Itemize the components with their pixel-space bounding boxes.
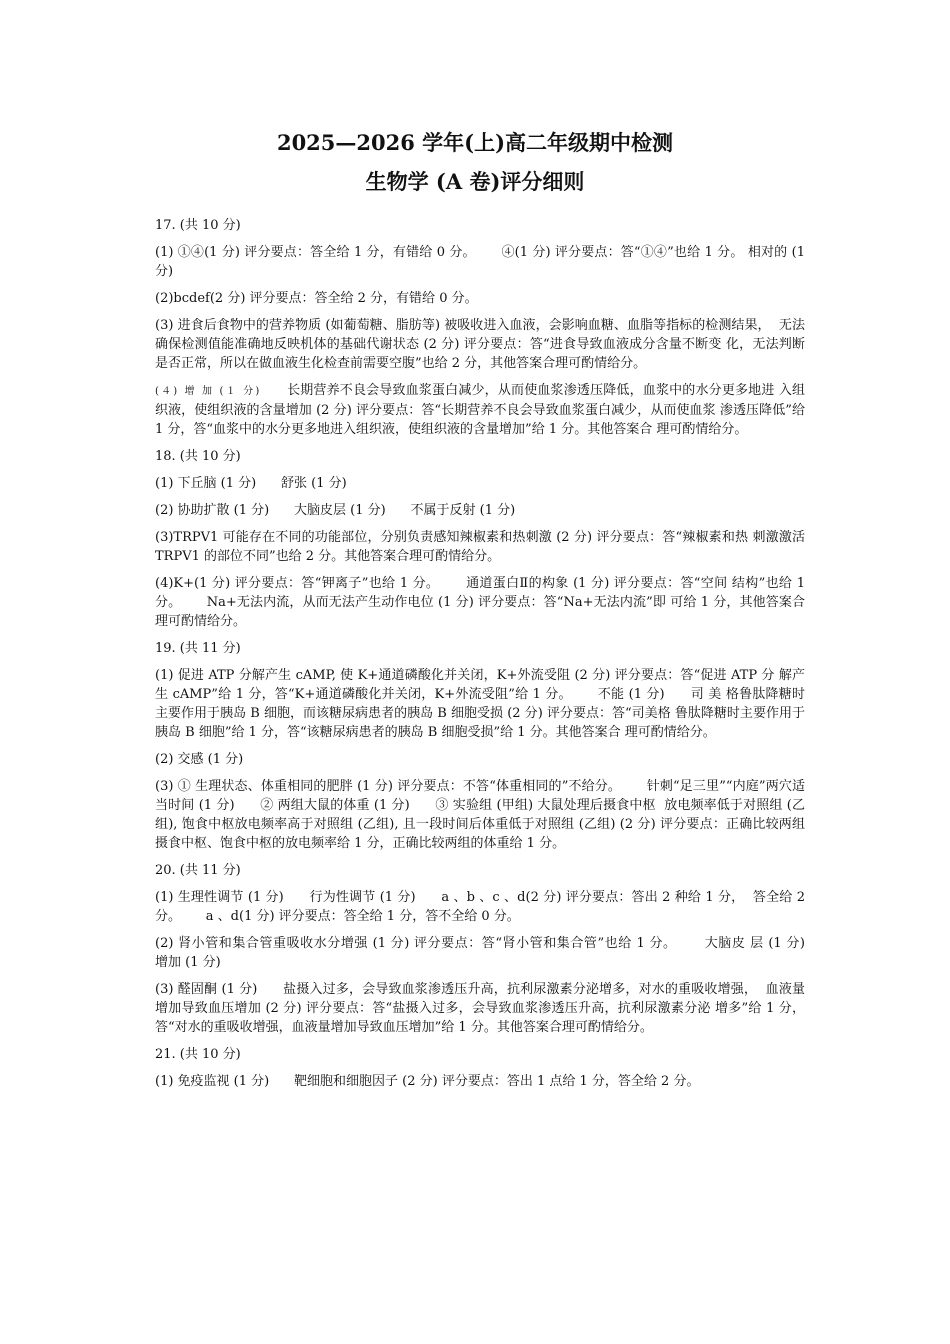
q17-part2: (2)bcdef(2 分) 评分要点：答全给 2 分，有错给 0 分。 xyxy=(155,291,478,306)
question-17-heading: 17. (共 10 分) xyxy=(155,218,241,233)
q18-part3: (3)TRPV1 可能存在不同的功能部位，分别负责感知辣椒素和热刺激 (2 分) 评分要点：答“辣椒素和热 刺激激活 TRPV1 的部位不同”也给 2 分。其他答案合理可酌情给分。 xyxy=(155,530,810,564)
q18-part2: (2) 协助扩散 (1 分) 大脑皮层 (1 分) 不属于反射 (1 分) xyxy=(155,503,516,518)
q18-part4: (4)K+(1 分) 评分要点：答“钾离子”也给 1 分。 通道蛋白Ⅱ的构象 (1 分) 评分要点：答“空间 结构”也给 1 分。 Na+无法内流，从而无法产生动作电位 (1 分) 评分要点：答“Na+无法内流”即 可给 1 分，其他答案合理可酌情给分。 xyxy=(155,576,810,629)
question-21-heading: 21. (共 10 分) xyxy=(155,1047,241,1062)
q19-part3: (3) ① 生理状态、体重相同的肥胖 (1 分) 评分要点：不答“体重相同的”不给分。 针刺“足三里”“内庭”两穴适当时间 (1 分) ② 两组大鼠的体重 (1 分) ③ 实验组 (甲组) 大鼠处理后摄食中枢 放电频率低于对照组 (乙组), 饱食中枢放电频率高于对照组 (乙组), 且一段时间后体重低于对照组 (乙组) (2 分) 评分要点：正确比较两组摄食中枢、饱食中枢的放电频率给 1 分，正确比较两组的体重给 1 分。 xyxy=(155,779,805,851)
q18-part1: (1) 下丘脑 (1 分) 舒张 (1 分) xyxy=(155,476,347,491)
question-20-heading: 20. (共 11 分) xyxy=(155,863,241,878)
q17-part4-label: (４) 增 加 (１ 分) xyxy=(155,386,262,397)
q17-part3: (3) 进食后食物中的营养物质 (如葡萄糖、脂肪等) 被吸收进入血液，会影响血糖、血脂等指标的检测结果， 无法确保检测值能准确地反映机体的基础代谢状态 (2 分) 评分要点：答“进食导致血液成分含量不断变 化，无法判断是否正常，所以在做血液生化检查前需要空腹”也给 2 分，其他答案合理可酌情给分。 xyxy=(155,318,805,371)
document-subtitle: 生物学 (A 卷)评分细则 xyxy=(365,169,585,194)
question-18-heading: 18. (共 10 分) xyxy=(155,449,241,464)
q19-part1: (1) 促进 ATP 分解产生 cAMP, 使 K+通道磷酸化并关闭，K+外流受阻 (2 分) 评分要点：答“促进 ATP 分 解产生 cAMP”给 1 分，答“K+通道磷酸化并关闭，K+外流受阻”给 1 分。 不能 (1 分) 司 美 格鲁肽降糖时主要作用于胰岛 B 细胞，而该糖尿病患者的胰岛 B 细胞受损 (2 分) 评分要点：答“司美格 鲁肽降糖时主要作用于胰岛 B 细胞”给 1 分，答“该糖尿病患者的胰岛 B 细胞受损”给 1 分。其他答案合 理可酌情给分。 xyxy=(155,668,805,740)
q20-part1: (1) 生理性调节 (1 分) 行为性调节 (1 分) a 、b 、c 、d(2 分) 评分要点：答出 2 种给 1 分， 答全给 2 分。 a 、d(1 分) 评分要点：答全给 1 分，答不全给 0 分。 xyxy=(155,890,810,924)
q20-part2: (2) 肾小管和集合管重吸收水分增强 (1 分) 评分要点：答“肾小管和集合管”也给 1 分。 大脑皮 层 (1 分) 增加 (1 分) xyxy=(155,936,830,970)
question-19-heading: 19. (共 11 分) xyxy=(155,641,241,656)
document-title: 2025—2026 学年(上)高二年级期中检测 xyxy=(276,130,674,155)
q21-part1: (1) 免疫监视 (1 分) 靶细胞和细胞因子 (2 分) 评分要点：答出 1 点给 1 分，答全给 2 分。 xyxy=(155,1074,700,1089)
q19-part2: (2) 交感 (1 分) xyxy=(155,752,244,767)
q20-part3: (3) 醛固酮 (1 分) 盐摄入过多，会导致血浆渗透压升高，抗利尿激素分泌增多，对水的重吸收增强， 血液量增加导致血压增加 (2 分) 评分要点：答“盐摄入过多，会导致血浆渗透压升高，抗利尿激素分泌 增多”给 1 分，答“对水的重吸收增强，血液量增加导致血压增加”给 1 分。其他答案合理可酌情给分。 xyxy=(155,982,805,1035)
q17-part4 xyxy=(155,381,810,439)
q17-part1: (1) ①④(1 分) 评分要点：答全给 1 分，有错给 0 分。 ④(1 分) 评分要点：答“①④”也给 1 分。 相对的 (1 分) xyxy=(155,245,810,279)
q17-part4-text: 长期营养不良会导致血浆蛋白减少，从而使血浆渗透压降低，血浆中的水分更多地进 入组织液，使组织液的含量增加 (2 分) 评分要点：答“长期营养不良会导致血浆蛋白减少，从而使血浆 渗透压降低”给 1 分，答“血浆中的水分更多地进入组织液，使组织液的含量增加”给 1 分。其他答案合 理可酌情给分。 xyxy=(155,383,810,437)
grading-content xyxy=(155,216,830,1099)
